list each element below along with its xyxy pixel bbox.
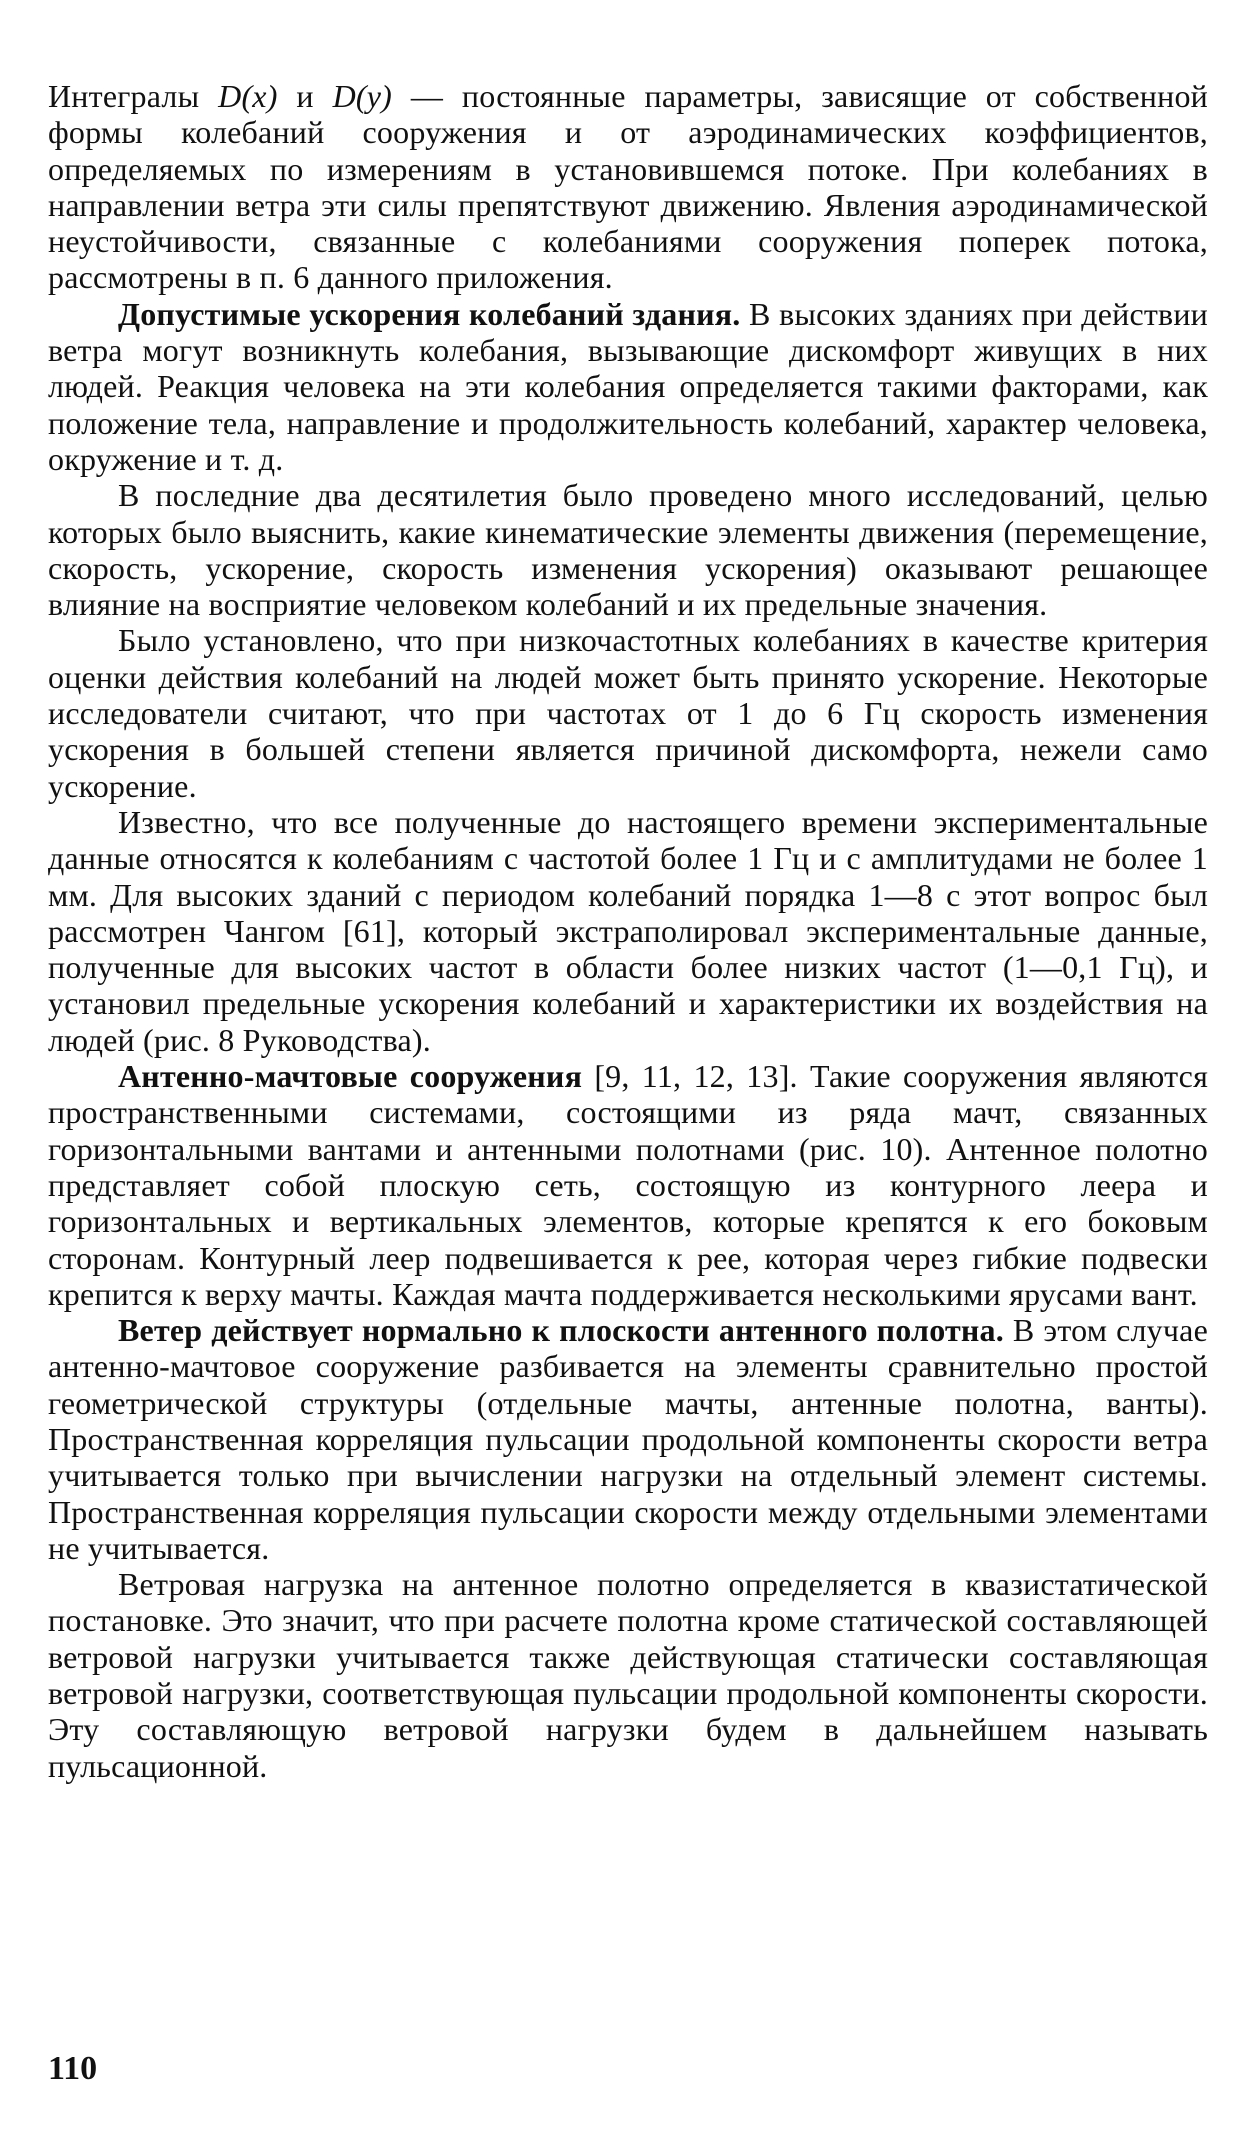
paragraph-text: Было установлено, что при низкочастотных колебаниях в качестве критерия оценки действия колебаний на людей может быть принято ускорение. Некоторые исследователи считают, что при частотах от 1 до 6 Гц скорость изменения ускорения в большей степени является причиной дискомфорта, нежели само ускорение. <box>48 622 1208 804</box>
paragraph-text: В высоких зданиях при действии ветра могут возникнуть колебания, вызывающие дискомфорт живущих в них людей. Реакция человека на эти колебания определяется такими факторами, как положение тела, направление и продолжительность колебаний, характер человека, окружение и т. д. <box>48 295 1209 477</box>
paragraph-wind-load <box>48 1566 1208 1784</box>
paragraph-lead-heading: Допустимые ускорения колебаний здания. <box>118 295 741 332</box>
paragraph-lead-heading: Ветер действует нормально к плоскости антенного полотна. <box>118 1312 1004 1349</box>
paragraph-text: В последние два десятилетия было проведено много исследований, целью которых было выяснить, какие кинематические элементы движения (перемещение, скорость, ускорение, скорость изменения ускорения) оказывают решающее влияние на восприятие человеком колебаний и их предельные значения. <box>48 477 1208 623</box>
paragraph-text: и <box>277 78 333 114</box>
paragraph-wind-normal <box>48 1312 1208 1566</box>
paragraph-antenna-structures <box>48 1058 1208 1312</box>
paragraph-text: В этом случае антенно-мачтовое сооружение разбивается на элементы сравнительно простой геометрической структуры (отдельные мачты, антенные полотна, ванты). Пространственная корреляция пульсации продольной компоненты скорости ветра учитывается только при вычислении нагрузки на отдельный элемент системы. Пространственная корреляция пульсации скорости между отдельными элементами не учитывается. <box>48 1312 1208 1566</box>
paragraph-text: [9, 11, 12, 13]. Такие сооружения являются пространственными системами, состоящими из ряда мачт, связанных горизонтальными вантами и антенными полотнами (рис. 10). Антенное полотно представляет собой плоскую сеть, состоящую из контурного леера и горизонтальных и вертикальных элементов, которые крепятся к его боковым сторонам. Контурный леер подвешивается к рее, которая через гибкие подвески крепится к верху мачты. Каждая мачта поддерживается несколькими ярусами вант. <box>48 1058 1208 1312</box>
paragraph-text: — постоянные параметры, зависящие от собственной формы колебаний сооружения и от аэродинамических коэффициентов, определяемых по измерениям в установившемся потоке. При колебаниях в направлении ветра эти силы препятствуют движению. Явления аэродинамической неустойчивости, связанные с колебаниями сооружения поперек потока, рассмотрены в п. 6 данного приложения. <box>48 78 1208 296</box>
math-d-of-y: D(y) <box>332 78 393 114</box>
paragraph-text: Известно, что все полученные до настоящего времени экспериментальные данные относятся к колебаниям с частотой более 1 Гц и с амплитудами не более 1 мм. Для высоких зданий с периодом колебаний порядка 1—8 с этот вопрос был рассмотрен Чангом [61], который экстраполировал экспериментальные данные, полученные для высоких частот в области более низких частот (1—0,1 Гц), и установил предельные ускорения колебаний и характеристики их воздействия на людей (рис. 8 Руководства). <box>48 803 1208 1058</box>
paragraph-acceleration-criterion <box>48 622 1208 803</box>
paragraph-text: Ветровая нагрузка на антенное полотно определяется в квазистатической постановке. Это значит, что при расчете полотна кроме статической составляющей ветровой нагрузки учитывается также действующая статически составляющая ветровой нагрузки, соответствующая пульсации продольной компоненты скорости. Эту составляющую ветровой нагрузки будем в дальнейшем называть пульсационной. <box>48 1566 1208 1784</box>
page-body <box>48 78 1208 1784</box>
paragraph-lead-heading: Антенно-мачтовые сооружения <box>118 1058 583 1095</box>
paragraph-allowable-accelerations <box>48 296 1208 477</box>
paragraph-integrals <box>48 78 1208 296</box>
paragraph-experimental-data <box>48 804 1208 1058</box>
paragraph-research <box>48 477 1208 622</box>
paragraph-text: Интегралы <box>48 78 219 114</box>
page-number: 110 <box>48 2050 98 2087</box>
math-d-of-x: D(x) <box>218 78 278 114</box>
